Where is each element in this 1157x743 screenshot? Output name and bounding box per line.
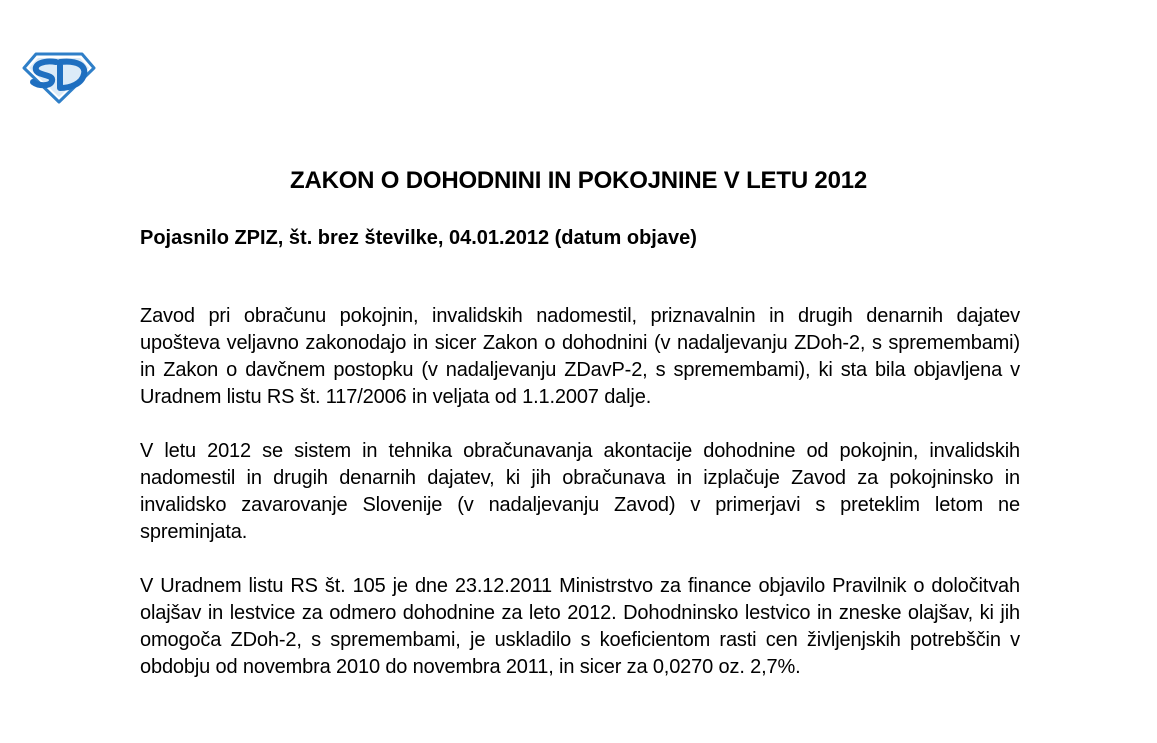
paragraph: V Uradnem listu RS št. 105 je dne 23.12.2011 Ministrstvo za finance objavilo Pravilnik o določitvah olajšav in lestvice za odmero dohodnine za leto 2012. Dohodninsko lestvico in zneske olajšav, ki jih omogoča ZDoh-2, s spremembami, je uskladilo s koeficientom rasti cen življenjskih potrebščin v obdobju od novembra 2010 do novembra 2011, in sicer za 0,0270 oz. 2,7%. xyxy=(140,575,1020,678)
document-body xyxy=(140,303,1020,708)
sd-shield-logo-icon xyxy=(22,52,96,104)
paragraph: Zavod pri obračunu pokojnin, invalidskih nadomestil, priznavalnin in drugih denarnih dajatev upošteva veljavno zakonodajo in sicer Zakon o dohodnini (v nadaljevanju ZDoh-2, s spremembami) in Zakon o davčnem postopku (v nadaljevanju ZDavP-2, s spremembami), ki sta bila objavljena v Uradnem listu RS št. 117/2006 in veljata od 1.1.2007 dalje. xyxy=(140,305,1020,408)
document-title: ZAKON O DOHODNINI IN POKOJNINE V LETU 2012 xyxy=(289,167,868,194)
paragraph: V letu 2012 se sistem in tehnika obračunavanja akontacije dohodnine od pokojnin, invalidskih nadomestil in drugih denarnih dajatev, ki jih obračunava in izplačuje Zavod za pokojninsko in invalidsko zavarovanje Slovenije (v nadaljevanju Zavod) v primerjavi s preteklim letom ne spreminjata. xyxy=(140,440,1020,543)
document-subtitle: Pojasnilo ZPIZ, št. brez številke, 04.01.2012 (datum objave) xyxy=(140,227,697,249)
